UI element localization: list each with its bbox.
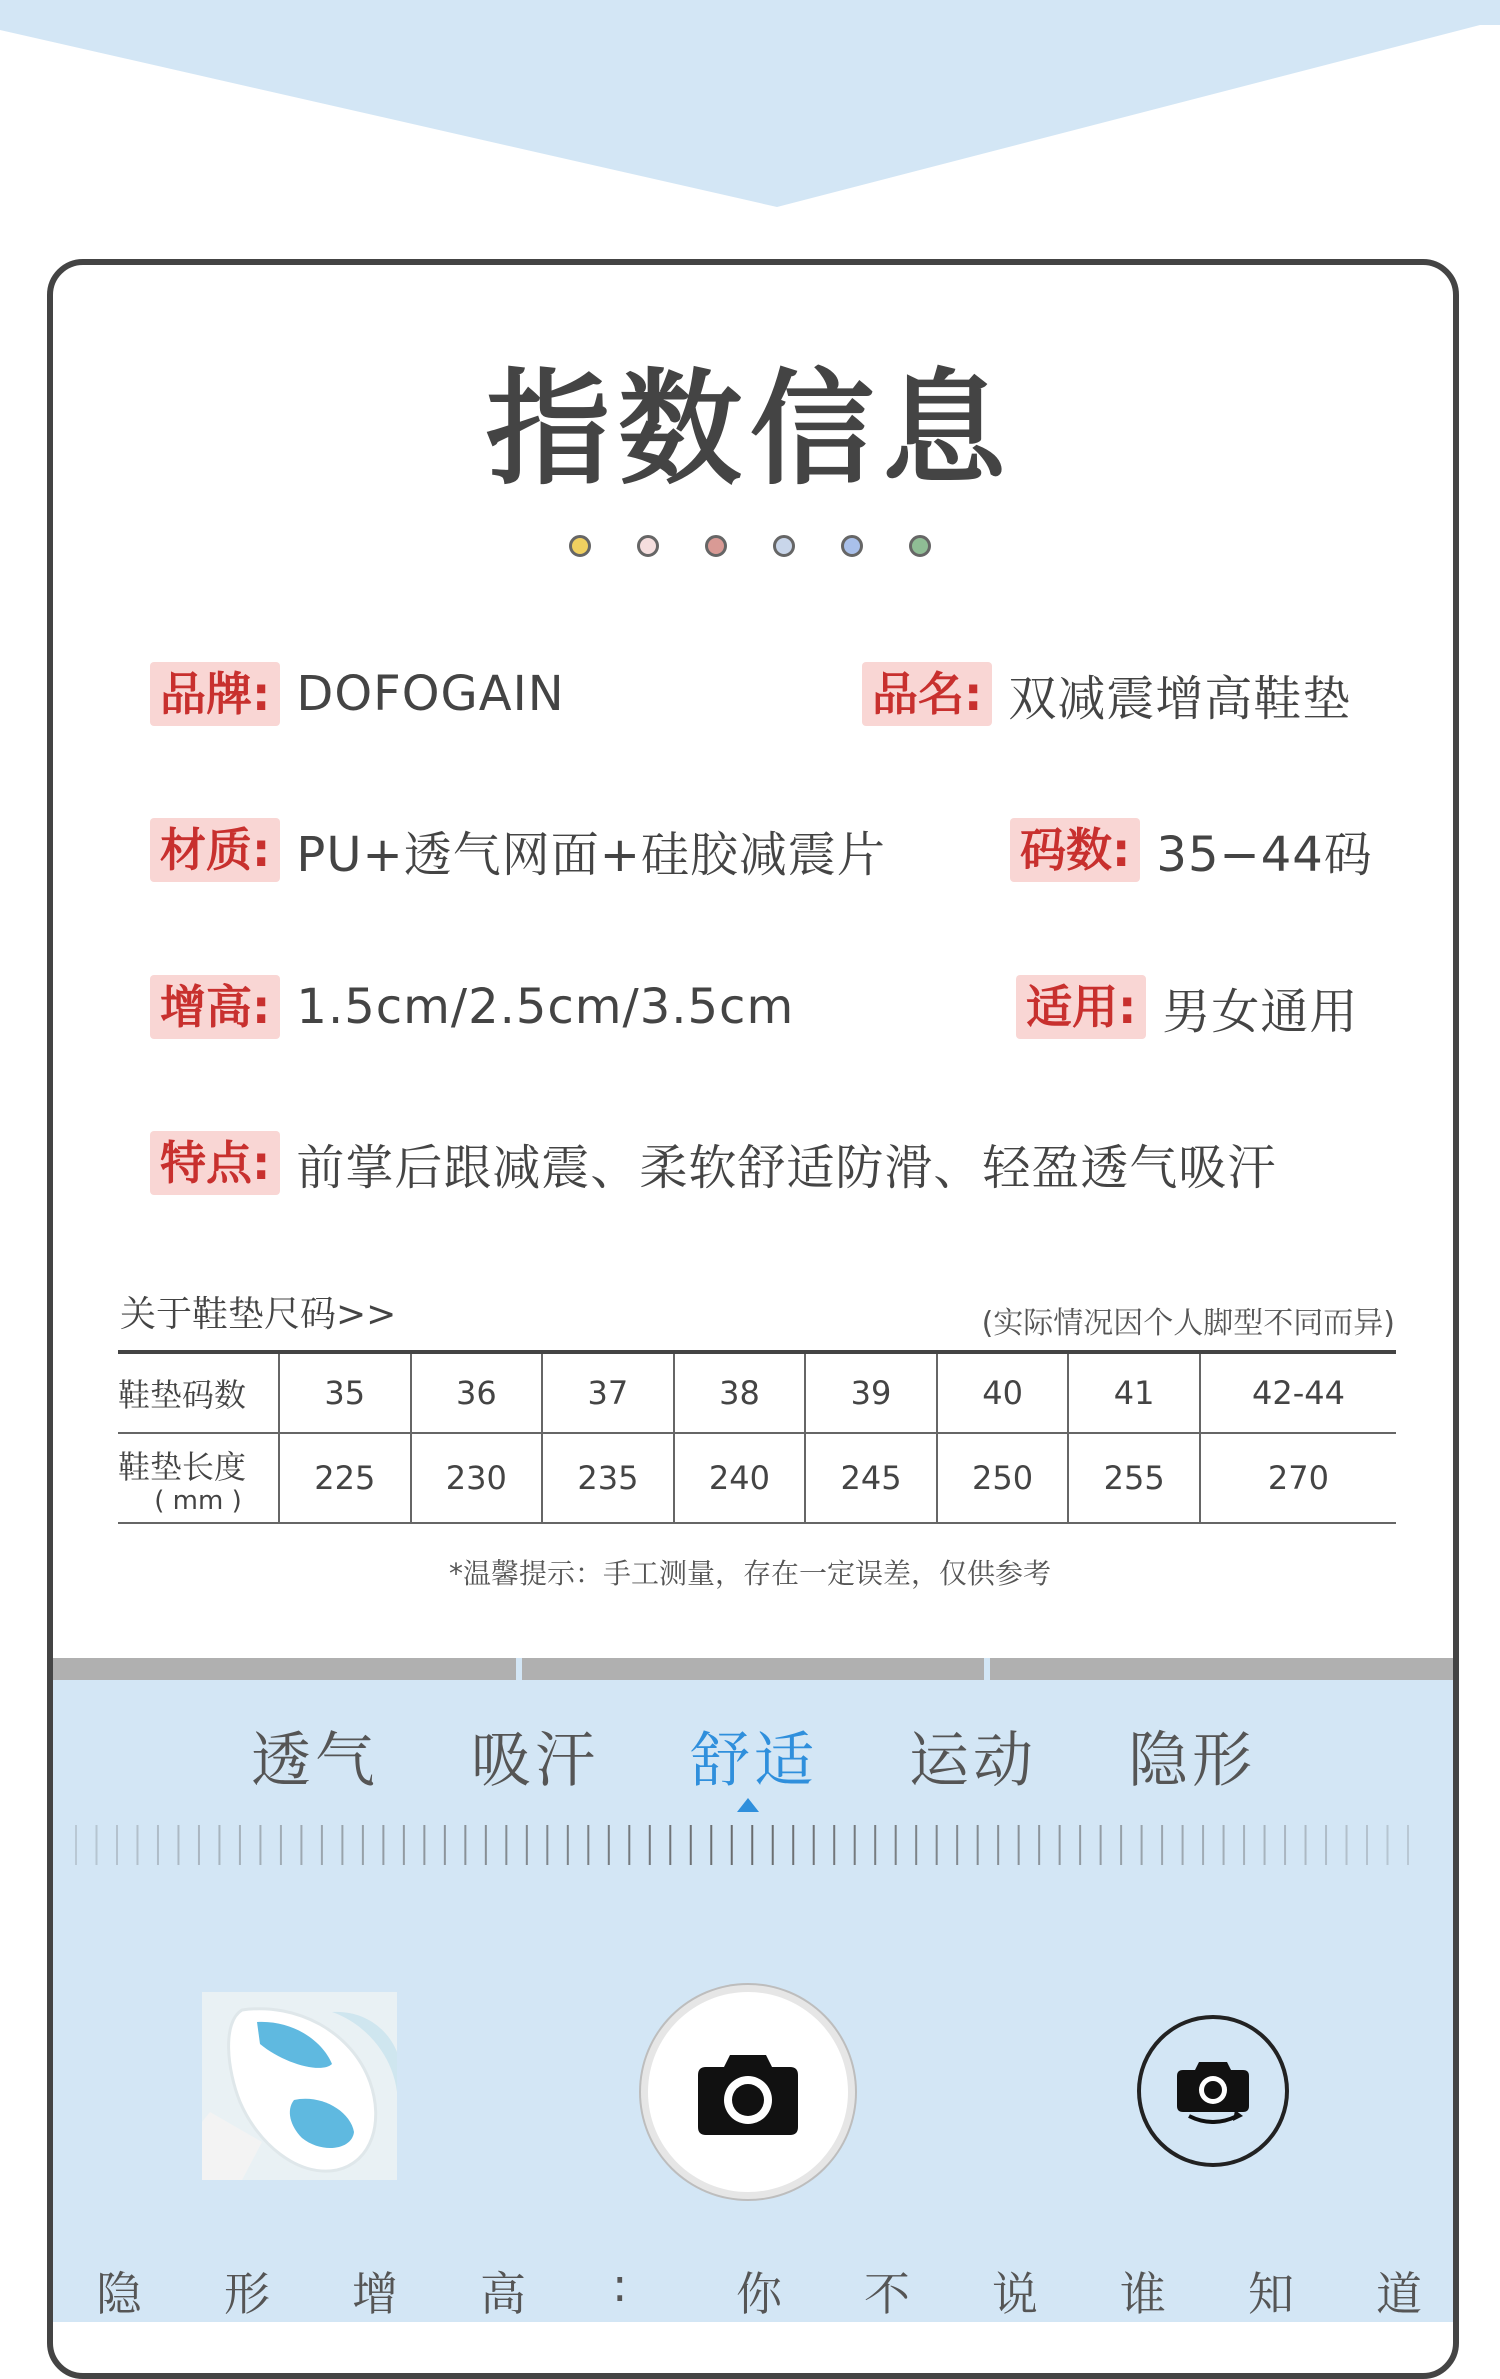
color-dot bbox=[841, 535, 863, 557]
color-dot bbox=[705, 535, 727, 557]
material-value: PU+透气网面+硅胶减震片 bbox=[296, 826, 886, 883]
insole-thumbnail-icon bbox=[202, 1992, 397, 2180]
features-label: 特点: bbox=[150, 1131, 280, 1195]
size-row-label: 鞋垫码数 bbox=[118, 1352, 279, 1433]
size-row bbox=[118, 1352, 1396, 1433]
product-name-row bbox=[862, 659, 1351, 729]
slogan-char: 隐 bbox=[96, 2267, 142, 2321]
slogan bbox=[0, 2258, 1500, 2322]
color-dot bbox=[773, 535, 795, 557]
brand-label: 品牌: bbox=[150, 662, 280, 726]
mode-tab[interactable]: 吸汗 bbox=[471, 1726, 599, 1796]
camera-panel bbox=[53, 1658, 1453, 2322]
color-dot bbox=[637, 535, 659, 557]
height-value: 1.5cm/2.5cm/3.5cm bbox=[296, 979, 795, 1035]
mode-tab-active[interactable]: 舒适 bbox=[690, 1726, 818, 1796]
suitable-label: 适用: bbox=[1016, 975, 1146, 1039]
size-cell: 42-44 bbox=[1200, 1352, 1396, 1433]
material-row bbox=[150, 815, 886, 885]
size-chart-heading: 关于鞋垫尺码>> bbox=[120, 1294, 397, 1335]
camera-icon bbox=[698, 2049, 798, 2135]
slogan-char: 谁 bbox=[1120, 2267, 1166, 2321]
size-cell: 36 bbox=[411, 1352, 543, 1433]
brand-row bbox=[150, 659, 565, 729]
suitable-value: 男女通用 bbox=[1162, 983, 1359, 1040]
page-title: 指数信息 bbox=[485, 358, 1014, 502]
slogan-char: 不 bbox=[864, 2267, 910, 2321]
length-cell: 240 bbox=[674, 1433, 806, 1523]
progress-segment bbox=[990, 1658, 1453, 1680]
slogan-char: 说 bbox=[992, 2267, 1038, 2321]
size-cell: 39 bbox=[805, 1352, 937, 1433]
size-chart-note: (实际情况因个人脚型不同而异) bbox=[981, 1306, 1395, 1341]
material-label: 材质: bbox=[150, 818, 280, 882]
slogan-char: 高 bbox=[480, 2267, 526, 2321]
length-cell: 250 bbox=[937, 1433, 1069, 1523]
length-row-title: 鞋垫长度 bbox=[118, 1448, 247, 1486]
size-row bbox=[1010, 815, 1373, 885]
top-banner bbox=[0, 0, 1500, 210]
active-mode-caret-icon bbox=[737, 1798, 759, 1812]
camera-switch-icon bbox=[1173, 2058, 1253, 2124]
gallery-thumbnail[interactable] bbox=[202, 1992, 397, 2180]
size-cell: 40 bbox=[937, 1352, 1069, 1433]
color-dots bbox=[0, 535, 1500, 557]
progress-segment bbox=[522, 1658, 985, 1680]
progress-segments bbox=[53, 1658, 1453, 1680]
length-row-unit: ( mm ) bbox=[154, 1486, 242, 1516]
length-row bbox=[118, 1433, 1396, 1523]
mode-tab[interactable]: 运动 bbox=[909, 1726, 1037, 1796]
size-cell: 38 bbox=[674, 1352, 806, 1433]
slogan-char: 道 bbox=[1376, 2267, 1422, 2321]
product-name-label: 品名: bbox=[862, 662, 992, 726]
size-label: 码数: bbox=[1010, 818, 1140, 882]
slogan-char: 知 bbox=[1248, 2267, 1294, 2321]
mode-tab[interactable]: 隐形 bbox=[1128, 1726, 1256, 1796]
length-cell: 235 bbox=[542, 1433, 674, 1523]
length-cell: 245 bbox=[805, 1433, 937, 1523]
slogan-char: 形 bbox=[224, 2267, 270, 2321]
features-value: 前掌后跟减震、柔软舒适防滑、轻盈透气吸汗 bbox=[296, 1139, 1277, 1196]
zoom-ruler[interactable] bbox=[72, 1823, 1412, 1867]
length-cell: 225 bbox=[279, 1433, 411, 1523]
size-cell: 37 bbox=[542, 1352, 674, 1433]
length-cell: 230 bbox=[411, 1433, 543, 1523]
shutter-button[interactable] bbox=[648, 1992, 848, 2192]
slogan-char: : bbox=[612, 2258, 628, 2312]
features-row bbox=[150, 1128, 1276, 1198]
slogan-char: 你 bbox=[736, 2267, 782, 2321]
product-name-value: 双减震增高鞋垫 bbox=[1008, 670, 1352, 727]
size-value: 35−44码 bbox=[1156, 826, 1373, 883]
size-cell: 35 bbox=[279, 1352, 411, 1433]
slogan-char: 增 bbox=[352, 2267, 398, 2321]
color-dot bbox=[909, 535, 931, 557]
height-row bbox=[150, 972, 794, 1042]
height-label: 增高: bbox=[150, 975, 280, 1039]
size-tip: *温馨提示：手工测量，存在一定误差，仅供参考 bbox=[448, 1557, 1051, 1590]
brand-value: DOFOGAIN bbox=[296, 666, 565, 722]
switch-camera-button[interactable] bbox=[1137, 2015, 1289, 2167]
mode-tab[interactable]: 透气 bbox=[251, 1726, 379, 1796]
size-table bbox=[118, 1350, 1396, 1524]
length-cell: 270 bbox=[1200, 1433, 1396, 1523]
length-row-label bbox=[118, 1433, 279, 1523]
length-cell: 255 bbox=[1068, 1433, 1200, 1523]
size-cell: 41 bbox=[1068, 1352, 1200, 1433]
progress-segment bbox=[53, 1658, 516, 1680]
mode-selector bbox=[53, 1713, 1453, 1796]
suitable-row bbox=[1016, 972, 1358, 1042]
color-dot bbox=[569, 535, 591, 557]
